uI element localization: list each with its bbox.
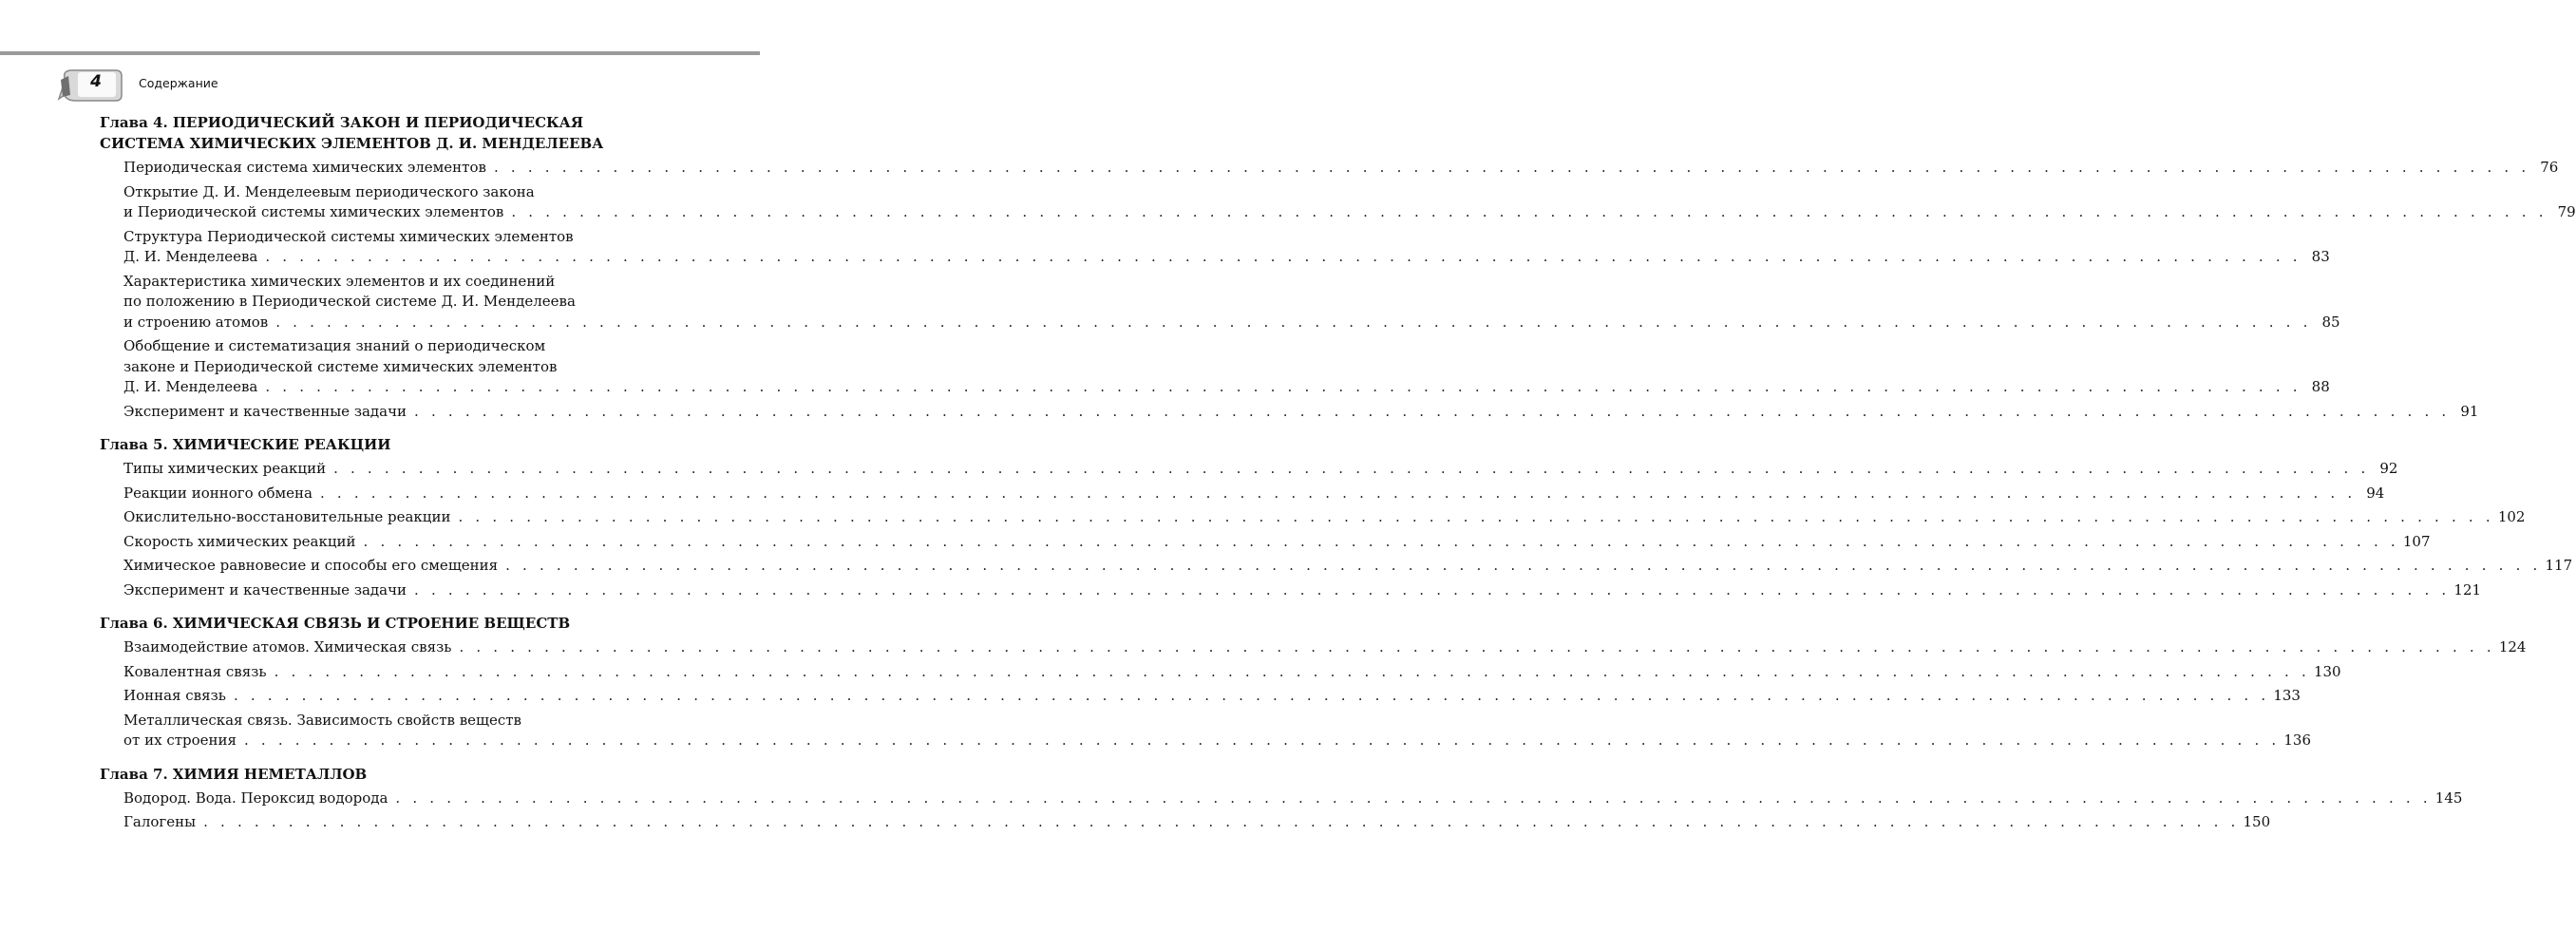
toc-page-number: 117 xyxy=(2545,557,2573,574)
toc-page-number: 150 xyxy=(2243,813,2271,830)
dot-leader: . . . . . . . . . . . . . . . . . . . . . . . . . . . . . . . . . . . . . . . . . . . . . . . . . . . . . . . . . . . . . . . . . . . . . . . . . . . . . . . . . . . . . . . . . . . . . . . . . . . . . . . . . . . . . . . . . . . . . . . . xyxy=(505,557,2542,574)
toc-page-number: 88 xyxy=(2311,378,2330,395)
toc-entry-title: Водород. Вода. Пероксид водорода xyxy=(123,788,388,807)
chapter-title: Глава 6. ХИМИЧЕСКАЯ СВЯЗЬ И СТРОЕНИЕ ВЕЩЕСТВ xyxy=(100,615,571,632)
toc-page-number: 133 xyxy=(2273,687,2301,704)
toc-entry[interactable] xyxy=(100,158,2559,179)
toc-entry-title: Ионная связь xyxy=(123,687,226,704)
toc-entry[interactable] xyxy=(100,272,2340,333)
toc-entry-title-lines: Открытие Д. И. Менделеевым периодического закона xyxy=(123,182,535,200)
toc-entry-title: Галогены xyxy=(123,813,197,830)
toc-entry[interactable] xyxy=(100,507,2526,528)
toc-page-number: 85 xyxy=(2321,313,2340,331)
toc-entry-line xyxy=(123,686,2301,707)
chapter-section xyxy=(100,613,2527,751)
toc-entry-title: Скорость химических реакций xyxy=(123,532,356,550)
toc-entry-line xyxy=(123,731,2312,751)
toc-entry[interactable] xyxy=(100,686,2301,707)
dot-leader: . . . . . . . . . . . . . . . . . . . . . . . . . . . . . . . . . . . . . . . . . . . . . . . . . . . . . . . . . . . . . . . . . . . . . . . . . . . . . . . . . . . . . . . . . . . . . . . . . . . . . . . . . . . . . . . . . . . . . . . . xyxy=(458,508,2494,525)
toc-entry-line xyxy=(123,507,2526,528)
toc-entry-title: Ковалентная связь xyxy=(123,662,267,680)
toc-entry-title: Химическое равновесие и способы его смещения xyxy=(123,557,499,574)
toc-entry[interactable] xyxy=(100,556,2573,577)
toc-entry-title: Типы химических реакций xyxy=(123,460,327,477)
toc-entry[interactable] xyxy=(100,336,2330,398)
chapter-title: Глава 5. ХИМИЧЕСКИЕ РЕАКЦИИ xyxy=(100,436,391,453)
section-title: Содержание xyxy=(139,76,218,90)
dot-leader: . . . . . . . . . . . . . . . . . . . . . . . . . . . . . . . . . . . . . . . . . . . . . . . . . . . . . . . . . . . . . . . . . . . . . . . . . . . . . . . . . . . . . . . . . . . . . . . . . . . . . . . . . . . . . . . . . . . . . . . . xyxy=(233,687,2270,704)
toc-entry-line xyxy=(123,313,2340,333)
toc-entry[interactable] xyxy=(100,662,2341,683)
toc-entry[interactable] xyxy=(100,580,2482,601)
dot-leader: . . . . . . . . . . . . . . . . . . . . . . . . . . . . . . . . . . . . . . . . . . . . . . . . . . . . . . . . . . . . . . . . . . . . . . . . . . . . . . . . . . . . . . . . . . . . . . . . . . . . . . . . . . . . . . . . . . . . . . . . xyxy=(333,460,2370,477)
toc-page-number: 92 xyxy=(2379,460,2398,477)
toc-entry-line xyxy=(123,812,2271,833)
toc-entry-title: Реакции ионного обмена xyxy=(123,484,313,502)
toc-entry-title: Эксперимент и качественные задачи xyxy=(123,402,407,420)
toc-entry-line xyxy=(123,484,2385,504)
toc-entry-title: Эксперимент и качественные задачи xyxy=(123,580,407,598)
toc-entry-line xyxy=(123,247,2330,268)
toc-page-number: 102 xyxy=(2497,508,2526,525)
toc-page-number: 76 xyxy=(2540,159,2559,176)
dot-leader: . . . . . . . . . . . . . . . . . . . . . . . . . . . . . . . . . . . . . . . . . . . . . . . . . . . . . . . . . . . . . . . . . . . . . . . . . . . . . . . . . . . . . . . . . . . . . . . . . . . . . . . . . . . . . . . . . . . . . . . . xyxy=(414,580,2451,598)
dot-leader: . . . . . . . . . . . . . . . . . . . . . . . . . . . . . . . . . . . . . . . . . . . . . . . . . . . . . . . . . . . . . . . . . . . . . . . . . . . . . . . . . . . . . . . . . . . . . . . . . . . . . . . . . . . . . . . . . . . . . . . . xyxy=(459,638,2495,656)
toc-entry-title-lines: Металлическая связь. Зависимость свойств веществ xyxy=(123,711,522,729)
dot-leader: . . . . . . . . . . . . . . . . . . . . . . . . . . . . . . . . . . . . . . . . . . . . . . . . . . . . . . . . . . . . . . . . . . . . . . . . . . . . . . . . . . . . . . . . . . . . . . . . . . . . . . . . . . . . . . . . . . . . . . . . xyxy=(414,402,2451,420)
toc-entry[interactable] xyxy=(100,484,2385,504)
toc-page-number: 124 xyxy=(2498,638,2527,656)
toc-entry-title: от их строения xyxy=(123,732,237,749)
toc-entry-title: и Периодической системы химических элементов xyxy=(123,203,504,220)
toc-page-number: 94 xyxy=(2366,484,2385,502)
dot-leader: . . . . . . . . . . . . . . . . . . . . . . . . . . . . . . . . . . . . . . . . . . . . . . . . . . . . . . . . . . . . . . . . . . . . . . . . . . . . . . . . . . . . . . . . . . . . . . . . . . . . . . . . . . . . . . . . . . . . . . . . xyxy=(319,484,2357,502)
toc-entry-title-lines: Структура Периодической системы химических элементов xyxy=(123,227,574,245)
table-of-contents xyxy=(100,112,2576,846)
dot-leader: . . . . . . . . . . . . . . . . . . . . . . . . . . . . . . . . . . . . . . . . . . . . . . . . . . . . . . . . . . . . . . . . . . . . . . . . . . . . . . . . . . . . . . . . . . . . . . . . . . . . . . . . . . . . . . . . . . . . . . . . xyxy=(395,788,2432,807)
dot-leader: . . . . . . . . . . . . . . . . . . . . . . . . . . . . . . . . . . . . . . . . . . . . . . . . . . . . . . . . . . . . . . . . . . . . . . . . . . . . . . . . . . . . . . . . . . . . . . . . . . . . . . . . . . . . . . . . . . . . . . . . xyxy=(363,532,2399,550)
top-divider xyxy=(0,51,760,55)
toc-entry[interactable] xyxy=(100,532,2431,553)
toc-entry[interactable] xyxy=(100,637,2527,658)
chapter-title: Глава 7. ХИМИЯ НЕМЕТАЛЛОВ xyxy=(100,765,368,783)
toc-entry[interactable] xyxy=(100,402,2479,423)
toc-entry-title: Периодическая система химических элементов xyxy=(123,159,486,176)
dot-leader: . . . . . . . . . . . . . . . . . . . . . . . . . . . . . . . . . . . . . . . . . . . . . . . . . . . . . . . . . . . . . . . . . . . . . . . . . . . . . . . . . . . . . . . . . . . . . . . . . . . . . . . . . . . . . . . . . . . . . . . . xyxy=(244,732,2281,749)
toc-entry-line xyxy=(123,788,2463,809)
toc-page-number: 79 xyxy=(2557,203,2576,220)
chapter-section xyxy=(100,434,2573,600)
toc-entry[interactable] xyxy=(100,227,2330,268)
toc-page-number: 145 xyxy=(2434,788,2463,807)
toc-entry-title: Д. И. Менделеева xyxy=(123,378,258,395)
toc-page-number: 83 xyxy=(2311,248,2330,265)
toc-entry[interactable] xyxy=(100,711,2312,751)
toc-entry-line xyxy=(123,556,2573,577)
toc-entry-line xyxy=(123,402,2479,423)
toc-entry-line xyxy=(123,580,2482,601)
toc-page-number: 136 xyxy=(2283,732,2312,749)
dot-leader: . . . . . . . . . . . . . . . . . . . . . . . . . . . . . . . . . . . . . . . . . . . . . . . . . . . . . . . . . . . . . . . . . . . . . . . . . . . . . . . . . . . . . . . . . . . . . . . . . . . . . . . . . . . . . . . . . . . . . . . . xyxy=(274,662,2310,680)
toc-entry-line xyxy=(123,637,2527,658)
toc-entry-line xyxy=(123,662,2341,683)
toc-entry-line xyxy=(123,532,2431,553)
dot-leader: . . . . . . . . . . . . . . . . . . . . . . . . . . . . . . . . . . . . . . . . . . . . . . . . . . . . . . . . . . . . . . . . . . . . . . . . . . . . . . . . . . . . . . . . . . . . . . . . . . . . . . . . . . . . . . . . . . . . . . . . xyxy=(265,378,2301,395)
page-header xyxy=(57,66,437,104)
toc-page-number: 91 xyxy=(2460,402,2479,420)
toc-entry-title-lines: Характеристика химических элементов и их соединений по положению в Периодической системе Д. И. Менделеева xyxy=(123,272,576,310)
chapter-section xyxy=(100,764,2463,833)
toc-entry[interactable] xyxy=(100,788,2463,809)
toc-entry-title-lines: Обобщение и систематизация знаний о периодическом законе и Периодической системе химических элементов xyxy=(123,337,558,375)
toc-entry[interactable] xyxy=(100,459,2398,480)
toc-entry-line xyxy=(123,202,2576,223)
dot-leader: . . . . . . . . . . . . . . . . . . . . . . . . . . . . . . . . . . . . . . . . . . . . . . . . . . . . . . . . . . . . . . . . . . . . . . . . . . . . . . . . . . . . . . . . . . . . . . . . . . . . . . . . . . . . . . . . . . . . . . . . xyxy=(511,203,2548,220)
toc-page-number: 107 xyxy=(2402,532,2431,550)
toc-entry-title: Взаимодействие атомов. Химическая связь xyxy=(123,638,452,656)
dot-leader: . . . . . . . . . . . . . . . . . . . . . . . . . . . . . . . . . . . . . . . . . . . . . . . . . . . . . . . . . . . . . . . . . . . . . . . . . . . . . . . . . . . . . . . . . . . . . . . . . . . . . . . . . . . . . . . . . . . . . . . . xyxy=(265,248,2301,265)
toc-entry-line xyxy=(123,377,2330,398)
dot-leader: . . . . . . . . . . . . . . . . . . . . . . . . . . . . . . . . . . . . . . . . . . . . . . . . . . . . . . . . . . . . . . . . . . . . . . . . . . . . . . . . . . . . . . . . . . . . . . . . . . . . . . . . . . . . . . . . . . . . . . . . xyxy=(203,813,2240,830)
chapter-section xyxy=(100,112,2576,422)
toc-entry[interactable] xyxy=(100,182,2576,223)
page-number: 4 xyxy=(90,72,102,91)
toc-entry-title: и строению атомов xyxy=(123,313,269,331)
dot-leader: . . . . . . . . . . . . . . . . . . . . . . . . . . . . . . . . . . . . . . . . . . . . . . . . . . . . . . . . . . . . . . . . . . . . . . . . . . . . . . . . . . . . . . . . . . . . . . . . . . . . . . . . . . . . . . . . . . . . . . . . xyxy=(275,313,2312,331)
toc-entry[interactable] xyxy=(100,812,2271,833)
toc-page-number: 121 xyxy=(2453,580,2482,598)
toc-entry-line xyxy=(123,158,2559,179)
toc-page-number: 130 xyxy=(2313,662,2341,680)
toc-entry-line xyxy=(123,459,2398,480)
chapter-title: Глава 4. ПЕРИОДИЧЕСКИЙ ЗАКОН И ПЕРИОДИЧЕСКАЯ СИСТЕМА ХИМИЧЕСКИХ ЭЛЕМЕНТОВ Д. И. МЕНДЕЛЕЕВА xyxy=(100,114,604,152)
toc-entry-title: Д. И. Менделеева xyxy=(123,248,258,265)
dot-leader: . . . . . . . . . . . . . . . . . . . . . . . . . . . . . . . . . . . . . . . . . . . . . . . . . . . . . . . . . . . . . . . . . . . . . . . . . . . . . . . . . . . . . . . . . . . . . . . . . . . . . . . . . . . . . . . . . . . . . . . . xyxy=(493,159,2530,176)
toc-entry-title: Окислительно-восстановительные реакции xyxy=(123,508,451,525)
